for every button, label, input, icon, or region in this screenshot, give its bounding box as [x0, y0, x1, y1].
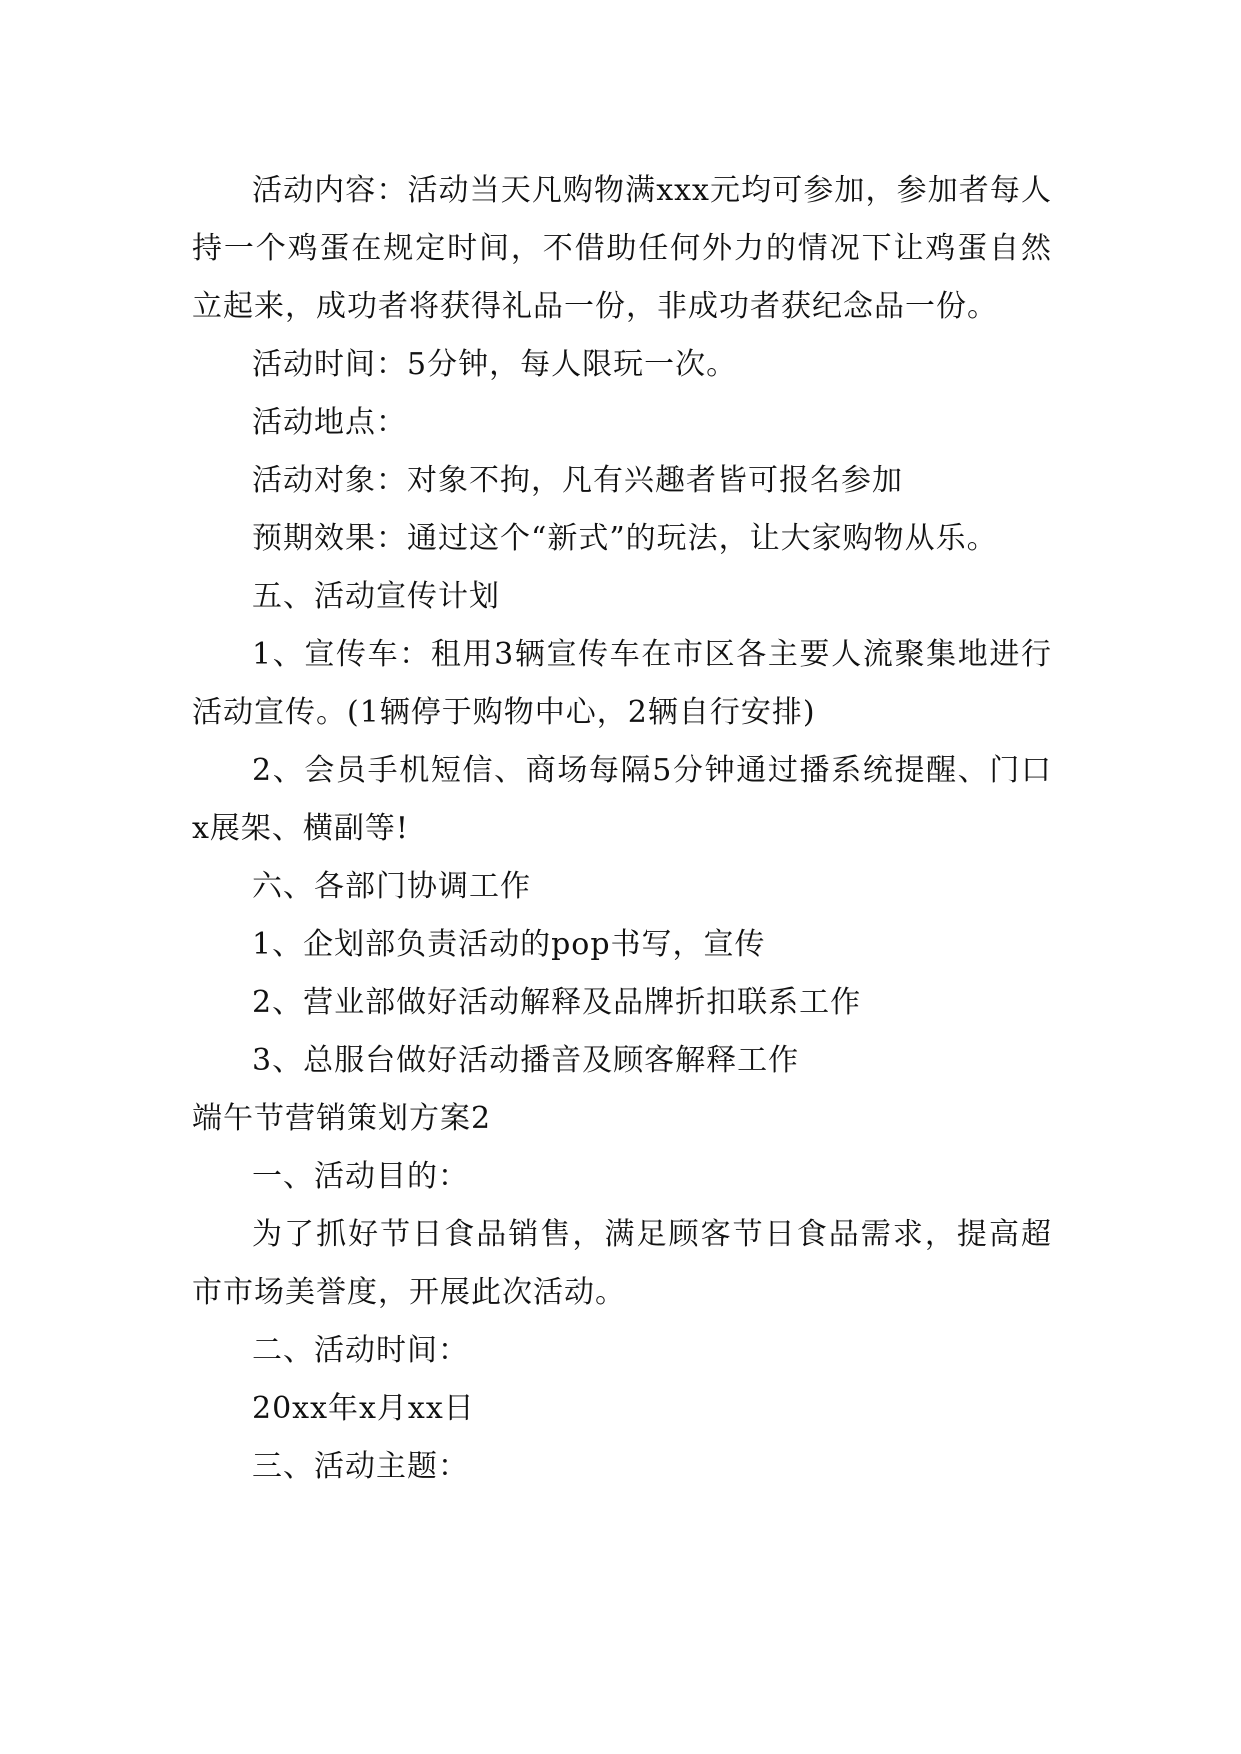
- paragraph-expected-effect: 预期效果：通过这个“新式”的玩法，让大家购物从乐。: [252, 521, 998, 556]
- section-title-plan-2: 端午节营销策划方案2: [192, 1101, 492, 1136]
- paragraph-activity-time: 活动时间：5分钟，每人限玩一次。: [252, 347, 738, 382]
- heading-activity-theme: 三、活动主题：: [252, 1449, 469, 1484]
- heading-department-coordination: 六、各部门协调工作: [252, 869, 531, 904]
- paragraph-promotion-sms: 2、会员手机短信、商场每隔5分钟通过播系统提醒、门口x展架、横副等!: [192, 753, 1052, 846]
- paragraph-promotion-vehicle: 1、宣传车：租用3辆宣传车在市区各主要人流聚集地进行活动宣传。(1辆停于购物中心，2辆自行安排): [192, 637, 1052, 730]
- paragraph-activity-purpose: 为了抓好节日食品销售，满足顾客节日食品需求，提高超市市场美誉度，开展此次活动。: [192, 1217, 1052, 1310]
- document-body: [192, 162, 1052, 1496]
- heading-activity-time: 二、活动时间：: [252, 1333, 469, 1368]
- paragraph-service-desk: 3、总服台做好活动播音及顾客解释工作: [252, 1043, 800, 1078]
- paragraph-activity-target: 活动对象：对象不拘，凡有兴趣者皆可报名参加: [252, 463, 903, 498]
- paragraph-sales-dept: 2、营业部做好活动解释及品牌折扣联系工作: [252, 985, 862, 1020]
- paragraph-activity-location: 活动地点：: [252, 405, 407, 440]
- paragraph-activity-date: 20xx年x月xx日: [252, 1391, 475, 1426]
- paragraph-planning-dept: 1、企划部负责活动的pop书写，宣传: [252, 927, 766, 962]
- heading-activity-purpose: 一、活动目的：: [252, 1159, 469, 1194]
- paragraph-activity-content: 活动内容：活动当天凡购物满xxx元均可参加，参加者每人持一个鸡蛋在规定时间，不借助任何外力的情况下让鸡蛋自然立起来，成功者将获得礼品一份，非成功者获纪念品一份。: [192, 173, 1052, 324]
- heading-promotion-plan: 五、活动宣传计划: [252, 579, 500, 614]
